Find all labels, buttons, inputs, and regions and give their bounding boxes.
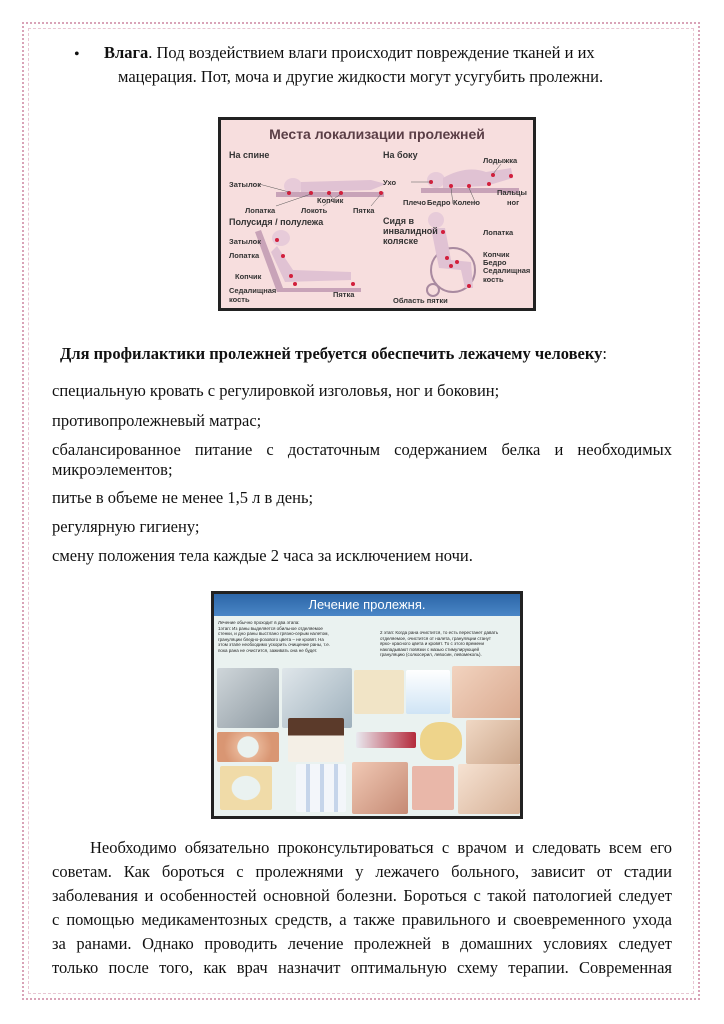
bullet-title: Влага: [104, 43, 149, 62]
label-half-ischial-line-1: Седалищная: [229, 286, 277, 295]
photo-patient-care: [217, 668, 279, 728]
label-side-toes-line-2: ног: [507, 198, 520, 207]
label-wc-heel-area: Область пятки: [393, 296, 448, 305]
figure2-title: Лечение пролежня.: [308, 597, 426, 612]
photo-back-dressing: [458, 764, 520, 814]
paragraph-line-2: советам. Как бороться с пролежнями у лежачего больного, зависит от стадии: [52, 862, 672, 881]
note-right-line-4: накладывают повязки с мазью стимулирующей: [380, 646, 480, 652]
note-left-line-5: этом этапе необходимо ускорить очищение раны, т.е.: [218, 642, 331, 647]
pressure-sore-treatment-figure: [211, 591, 523, 819]
label-half-ischial-line-2: кость: [229, 295, 250, 304]
label-wc-ischial-line-1: Седалищная: [483, 266, 531, 275]
treatment-note-left: [218, 620, 358, 653]
label-back-elbow: Локоть: [301, 206, 328, 215]
photo-hydrocolloid-dressing: [354, 670, 404, 714]
prevention-item-3-cont: микроэлементов;: [52, 460, 173, 479]
photo-heart-dressing: [420, 722, 462, 760]
prevention-item-1: специальную кровать с регулировкой изголовья, ног и боковин;: [52, 381, 500, 400]
bullet-line-1: [104, 42, 670, 64]
label-side-knee: Колено: [453, 198, 480, 207]
note-right-line-3: ярко- красного цвета и кровят. То с этого времени: [380, 641, 484, 646]
label-back-scapula: Лопатка: [245, 206, 276, 215]
prevention-item-2: противопролежневый матрас;: [52, 411, 262, 430]
photo-ointment-jar: [288, 718, 344, 762]
paragraph-line-5: за ранами. Однако проводить лечение пролежней в домашних условиях следует: [52, 934, 672, 953]
photo-heel-dressing: [452, 666, 522, 718]
treatment-note-right: [380, 630, 520, 658]
label-half-coccyx: Копчик: [235, 272, 262, 281]
prevention-item-4: питье в объеме не менее 1,5 л в день;: [52, 488, 314, 507]
bullet-line-1-rest: . Под воздействием влаги происходит повреждение тканей и их: [148, 43, 595, 62]
prevention-heading: [60, 343, 680, 365]
section-half-sitting: Полусидя / полулежа: [229, 217, 324, 227]
label-wc-scapula: Лопатка: [483, 228, 514, 237]
section-wheelchair-line-3: коляске: [383, 236, 419, 246]
section-back: На спине: [229, 150, 270, 160]
prevention-item-5: регулярную гигиену;: [52, 517, 200, 536]
note-left-line-1: Лечение обычно проходит в два этапа:: [218, 620, 300, 625]
bullet-marker: •: [74, 46, 80, 63]
photo-wound-stages: [352, 762, 408, 814]
note-right-line-5: грануляцию (солкосерил, левосин, левомеколь).: [380, 652, 482, 657]
photo-solution-bottles: [296, 764, 346, 812]
prevention-heading-text: Для профилактики пролежней требуется обеспечить лежачему человеку: [60, 344, 603, 363]
label-side-hip: Бедро: [427, 198, 451, 207]
note-right-line-2: отделяемое, очистится от налета, грануляции станут: [380, 635, 491, 641]
label-back-nape: Затылок: [229, 180, 261, 189]
prevention-item-3: сбалансированное питание с достаточным содержанием белка и необходимых: [52, 440, 672, 459]
photo-dressing-pack: [406, 670, 450, 714]
photo-heel-cushion: [220, 766, 272, 810]
label-half-nape: Затылок: [229, 237, 261, 246]
label-half-scapula: Лопатка: [229, 251, 260, 260]
photo-ring-cushion: [217, 732, 279, 762]
label-half-heel: Пятка: [333, 290, 355, 299]
note-left-line-3: стенки, и дно раны выстлано грязно-серым налетом,: [218, 631, 329, 636]
label-side-ear: Ухо: [383, 178, 397, 187]
figure1-title: Места локализации пролежней: [269, 126, 485, 142]
paragraph-line-4: с помощью медикаментозных средств, а также правильного и своевременного ухода: [52, 910, 672, 929]
section-wheelchair-line-1: Сидя в: [383, 216, 415, 226]
label-wc-coccyx: Копчик: [483, 250, 510, 259]
label-wc-ischial-line-2: кость: [483, 275, 504, 284]
label-back-coccyx: Копчик: [317, 196, 344, 205]
note-left-line-4: грануляции бледно-розового цвета – не кровят. На: [218, 636, 324, 642]
label-back-heel: Пятка: [353, 206, 375, 215]
label-side-shoulder: Плечо: [403, 198, 426, 207]
paragraph-line-3: заболевания и особенностей основной болезни. Бороться с такой патологией следует: [52, 886, 672, 905]
photo-elbow-dressing: [466, 720, 522, 764]
pressure-sore-locations-figure: [218, 117, 536, 311]
note-left-line-2: 1этап: Из раны выделяется обильное отделяемое: [218, 625, 323, 631]
label-side-ankle: Лодыжка: [483, 156, 518, 165]
photo-gauze-pad: [412, 766, 454, 810]
paragraph-line-6: только после того, как врач назначит оптимальную схему терапии. Современная: [52, 958, 672, 977]
note-right-line-1: 2 этап: Когда рана очистится, то есть перестанет давать: [380, 630, 499, 635]
prevention-heading-colon: :: [602, 344, 607, 363]
photo-ointment-tube: [356, 732, 416, 748]
section-wheelchair-line-2: инвалидной: [383, 226, 438, 236]
paragraph-line-1: Необходимо обязательно проконсультироваться с врачом и следовать всем его: [90, 838, 672, 857]
bullet-line-2: мацерация. Пот, моча и другие жидкости могут усугубить пролежни.: [118, 67, 604, 86]
prevention-item-6: смену положения тела каждые 2 часа за исключением ночи.: [52, 546, 473, 565]
label-wc-hip: Бедро: [483, 258, 507, 267]
label-side-toes-line-1: Пальцы: [497, 188, 527, 197]
note-left-line-6: пока рана не очистится, заживать она не будет.: [218, 647, 318, 653]
section-side: На боку: [383, 150, 418, 160]
